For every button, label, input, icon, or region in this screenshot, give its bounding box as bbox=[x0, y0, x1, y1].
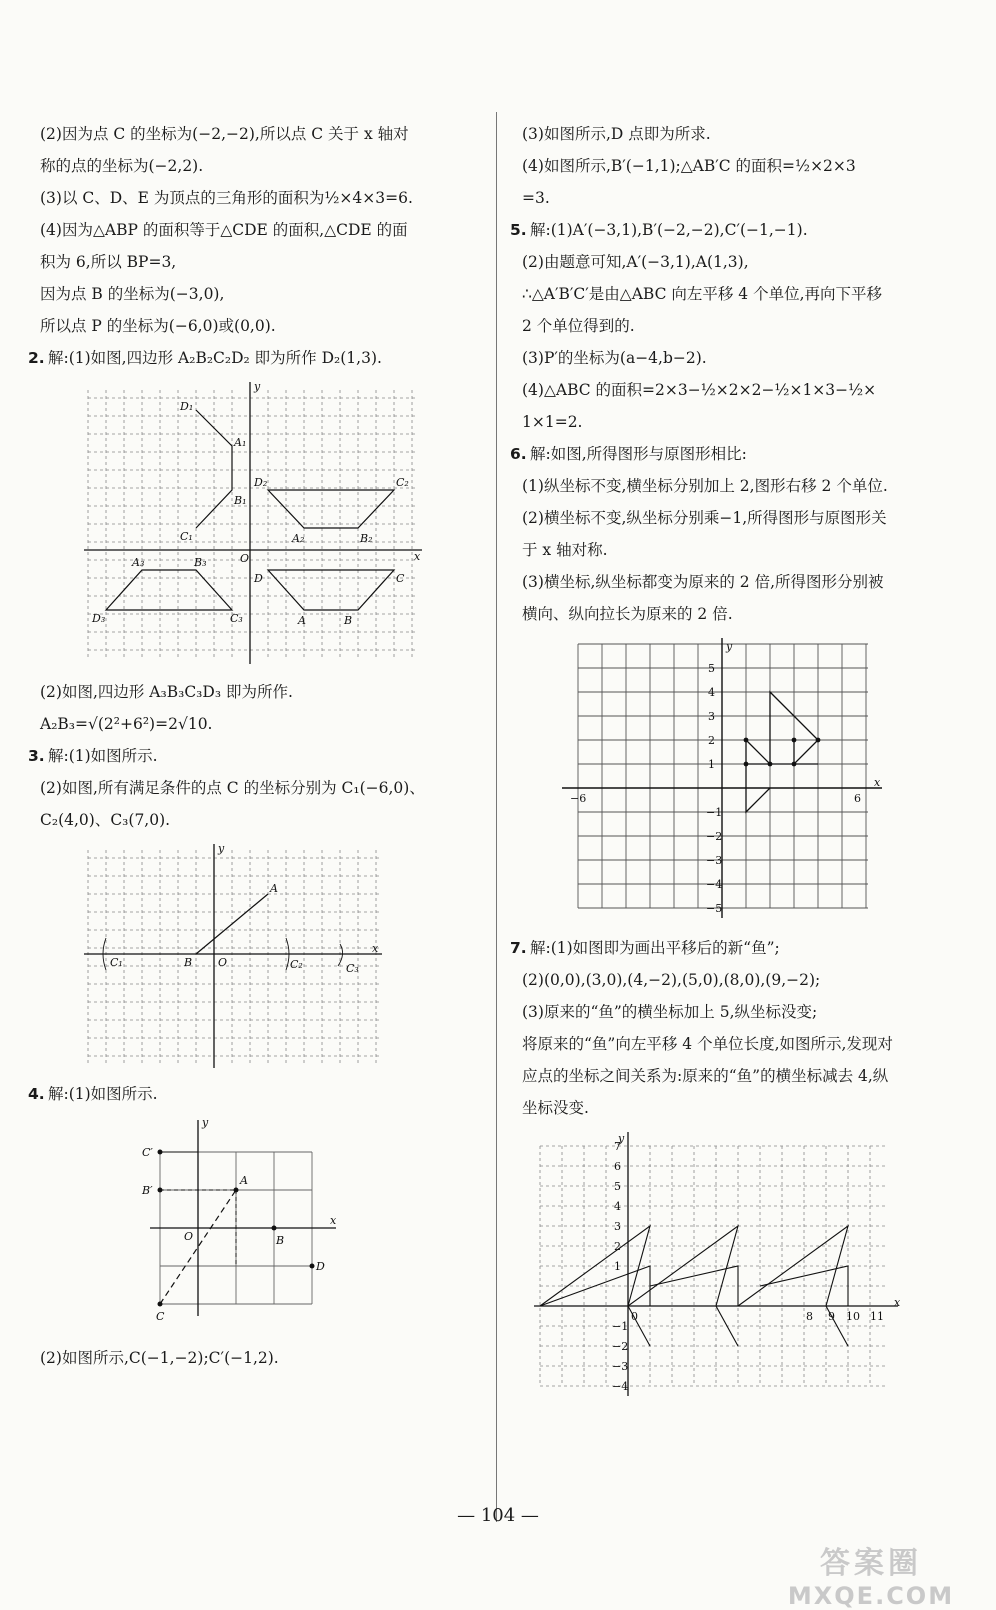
label: B₂ bbox=[360, 532, 373, 545]
label: B′ bbox=[142, 1184, 153, 1197]
label: 7 bbox=[614, 1140, 621, 1153]
label: 3 bbox=[614, 1220, 621, 1233]
text-line: (3)如图所示,D 点即为所求. bbox=[522, 125, 711, 143]
label: C₂ bbox=[396, 476, 409, 489]
text-line: 横向、纵向拉长为原来的 2 倍. bbox=[522, 605, 733, 623]
label: O bbox=[218, 956, 228, 969]
watermark-title: 答案圈 bbox=[820, 1546, 922, 1581]
text-line: A₂B₃=√(2²+6²)=2√10. bbox=[40, 715, 213, 733]
label: 4 bbox=[614, 1200, 621, 1213]
text-line: (4)△ABC 的面积=2×3−½×2×2−½×1×3−½× bbox=[522, 381, 877, 399]
figure-6-grid bbox=[558, 636, 888, 926]
text-line: (2)如图,所有满足条件的点 C 的坐标分别为 C₁(−6,0)、 bbox=[40, 779, 425, 797]
label: 2 bbox=[614, 1240, 621, 1253]
label: C₃ bbox=[230, 612, 243, 625]
text-line: (1)纵坐标不变,横坐标分别加上 2,图形右移 2 个单位. bbox=[522, 477, 888, 495]
label: 11 bbox=[870, 1310, 884, 1323]
label: 3 bbox=[708, 710, 715, 723]
text-line: =3. bbox=[522, 189, 550, 207]
figure-4-grid bbox=[136, 1116, 366, 1336]
label: A bbox=[298, 614, 306, 627]
text-line: 所以点 P 的坐标为(−6,0)或(0,0). bbox=[40, 317, 276, 335]
text-line: (2)如图,四边形 A₃B₃C₃D₃ 即为所作. bbox=[40, 683, 293, 701]
question-7 bbox=[510, 932, 978, 964]
grid-lines bbox=[578, 644, 868, 908]
figure-labels bbox=[570, 640, 881, 915]
column-divider bbox=[496, 112, 497, 1522]
label: D bbox=[254, 572, 263, 585]
question-text: 解:(1)如图所示. bbox=[48, 1085, 158, 1103]
question-text: 解:(1)如图即为画出平移后的新“鱼”; bbox=[530, 939, 780, 957]
label: B bbox=[276, 1234, 285, 1247]
label: −1 bbox=[612, 1320, 629, 1333]
label: 6 bbox=[614, 1160, 621, 1173]
label: C bbox=[396, 572, 405, 585]
text-line: (2)横坐标不变,纵坐标分别乘−1,所得图形与原图形关 bbox=[522, 509, 887, 527]
label: 5 bbox=[614, 1180, 621, 1193]
figure-labels bbox=[110, 842, 379, 975]
label: y bbox=[254, 380, 261, 393]
label: 6 bbox=[854, 792, 861, 805]
question-number: 7. bbox=[510, 939, 527, 957]
label: −5 bbox=[706, 902, 723, 915]
label: −2 bbox=[612, 1340, 629, 1353]
question-number: 6. bbox=[510, 445, 527, 463]
label: x bbox=[372, 942, 379, 955]
figure-labels bbox=[612, 1132, 901, 1393]
grid-lines bbox=[88, 390, 418, 660]
left-column bbox=[28, 118, 490, 1374]
axes bbox=[150, 1120, 336, 1316]
text-line: C₂(4,0)、C₃(7,0). bbox=[40, 811, 171, 829]
text-line: 2 个单位得到的. bbox=[522, 317, 635, 335]
question-5 bbox=[510, 214, 978, 246]
shapes bbox=[746, 692, 818, 812]
text-line: 应点的坐标之间关系为:原来的“鱼”的横坐标减去 4,纵 bbox=[522, 1067, 889, 1085]
text-line: 于 x 轴对称. bbox=[522, 541, 608, 559]
label: B bbox=[344, 614, 353, 627]
question-text: 解:(1)A′(−3,1),B′(−2,−2),C′(−1,−1). bbox=[530, 221, 808, 239]
label: C₁ bbox=[180, 530, 193, 543]
label: x bbox=[874, 776, 881, 789]
label: A₁ bbox=[234, 436, 247, 449]
question-number: 2. bbox=[28, 349, 45, 367]
text-line: 1×1=2. bbox=[522, 413, 583, 431]
segment-ab bbox=[196, 894, 268, 954]
label: D bbox=[316, 1260, 325, 1273]
label: y bbox=[726, 640, 733, 653]
axes bbox=[84, 382, 422, 664]
grid-lines bbox=[88, 850, 380, 1064]
label: 1 bbox=[614, 1260, 621, 1273]
label: x bbox=[414, 550, 421, 563]
label: 0 bbox=[631, 1310, 638, 1323]
label: x bbox=[894, 1296, 901, 1309]
text-line: ∴△A′B′C′是由△ABC 向左平移 4 个单位,再向下平移 bbox=[522, 285, 883, 303]
label: −6 bbox=[570, 792, 587, 805]
label: 1 bbox=[708, 758, 715, 771]
label: C₁ bbox=[110, 956, 123, 969]
text-line: 坐标没变. bbox=[522, 1099, 589, 1117]
label: B₃ bbox=[194, 556, 207, 569]
label: y bbox=[618, 1132, 625, 1145]
label: C bbox=[156, 1310, 165, 1323]
watermark-url: MXQE.COM bbox=[787, 1582, 955, 1610]
figure-3-grid bbox=[84, 842, 384, 1072]
label: C₂ bbox=[290, 958, 303, 971]
text-line: (3)以 C、D、E 为顶点的三角形的面积为½×4×3=6. bbox=[40, 189, 413, 207]
question-6 bbox=[510, 438, 978, 470]
question-3 bbox=[28, 740, 490, 772]
label: O bbox=[184, 1230, 194, 1243]
axes bbox=[562, 638, 882, 918]
question-4 bbox=[28, 1078, 490, 1110]
text-line: 称的点的坐标为(−2,2). bbox=[40, 157, 204, 175]
label: 4 bbox=[708, 686, 715, 699]
text-line: (2)如图所示,C(−1,−2);C′(−1,2). bbox=[40, 1349, 279, 1367]
label: −1 bbox=[706, 806, 723, 819]
text-line: (3)横坐标,纵坐标都变为原来的 2 倍,所得图形分别被 bbox=[522, 573, 884, 591]
question-text: 解:如图,所得图形与原图形相比: bbox=[530, 445, 747, 463]
question-number: 3. bbox=[28, 747, 45, 765]
label: O bbox=[240, 552, 250, 565]
text-line: (2)(0,0),(3,0),(4,−2),(5,0),(8,0),(9,−2); bbox=[522, 971, 821, 989]
label: 8 bbox=[806, 1310, 813, 1323]
text-line: 积为 6,所以 BP=3, bbox=[40, 253, 177, 271]
label: 2 bbox=[708, 734, 715, 747]
text-line: 因为点 B 的坐标为(−3,0), bbox=[40, 285, 225, 303]
points bbox=[744, 738, 821, 767]
right-column bbox=[510, 118, 978, 1406]
label: A₃ bbox=[132, 556, 145, 569]
label: −4 bbox=[612, 1380, 629, 1393]
page-number: — 104 — bbox=[457, 1505, 539, 1526]
label: A₂ bbox=[292, 532, 305, 545]
label: 10 bbox=[846, 1310, 860, 1323]
text-line: (2)由题意可知,A′(−3,1),A(1,3), bbox=[522, 253, 749, 271]
grid-lines bbox=[540, 1146, 888, 1386]
label: y bbox=[218, 842, 225, 855]
figure-labels bbox=[91, 380, 421, 627]
watermark bbox=[776, 1538, 966, 1610]
label: −4 bbox=[706, 878, 723, 891]
text-line: 将原来的“鱼”向左平移 4 个单位长度,如图所示,发现对 bbox=[522, 1035, 893, 1053]
label: C′ bbox=[142, 1146, 153, 1159]
text-line: (3)原来的“鱼”的横坐标加上 5,纵坐标没变; bbox=[522, 1003, 818, 1021]
label: −3 bbox=[612, 1360, 629, 1373]
label: −3 bbox=[706, 854, 723, 867]
question-2 bbox=[28, 342, 490, 374]
label: x bbox=[330, 1214, 337, 1227]
figure-7-grid bbox=[526, 1130, 906, 1400]
question-text: 解:(1)如图,四边形 A₂B₂C₂D₂ 即为所作 D₂(1,3). bbox=[48, 349, 382, 367]
label: B₁ bbox=[234, 494, 247, 507]
label: 5 bbox=[708, 662, 715, 675]
text-line: (2)因为点 C 的坐标为(−2,−2),所以点 C 关于 x 轴对 bbox=[40, 125, 409, 143]
label: y bbox=[202, 1116, 209, 1129]
question-number: 4. bbox=[28, 1085, 45, 1103]
figure-labels bbox=[141, 1116, 337, 1323]
figure-2-grid bbox=[84, 380, 424, 670]
question-number: 5. bbox=[510, 221, 527, 239]
label: A bbox=[240, 1174, 248, 1187]
label: C₃ bbox=[346, 962, 359, 975]
label: D₃ bbox=[92, 612, 106, 625]
label: 9 bbox=[828, 1310, 835, 1323]
axes bbox=[84, 844, 382, 1068]
label: B bbox=[184, 956, 193, 969]
question-text: 解:(1)如图所示. bbox=[48, 747, 158, 765]
text-line: (4)如图所示,B′(−1,1);△AB′C 的面积=½×2×3 bbox=[522, 157, 856, 175]
text-line: (3)P′的坐标为(a−4,b−2). bbox=[522, 349, 707, 367]
label: −2 bbox=[706, 830, 723, 843]
label: D₂ bbox=[254, 476, 268, 489]
text-line: (4)因为△ABP 的面积等于△CDE 的面积,△CDE 的面 bbox=[40, 221, 408, 239]
label: A bbox=[270, 882, 278, 895]
label: D₁ bbox=[180, 400, 194, 413]
